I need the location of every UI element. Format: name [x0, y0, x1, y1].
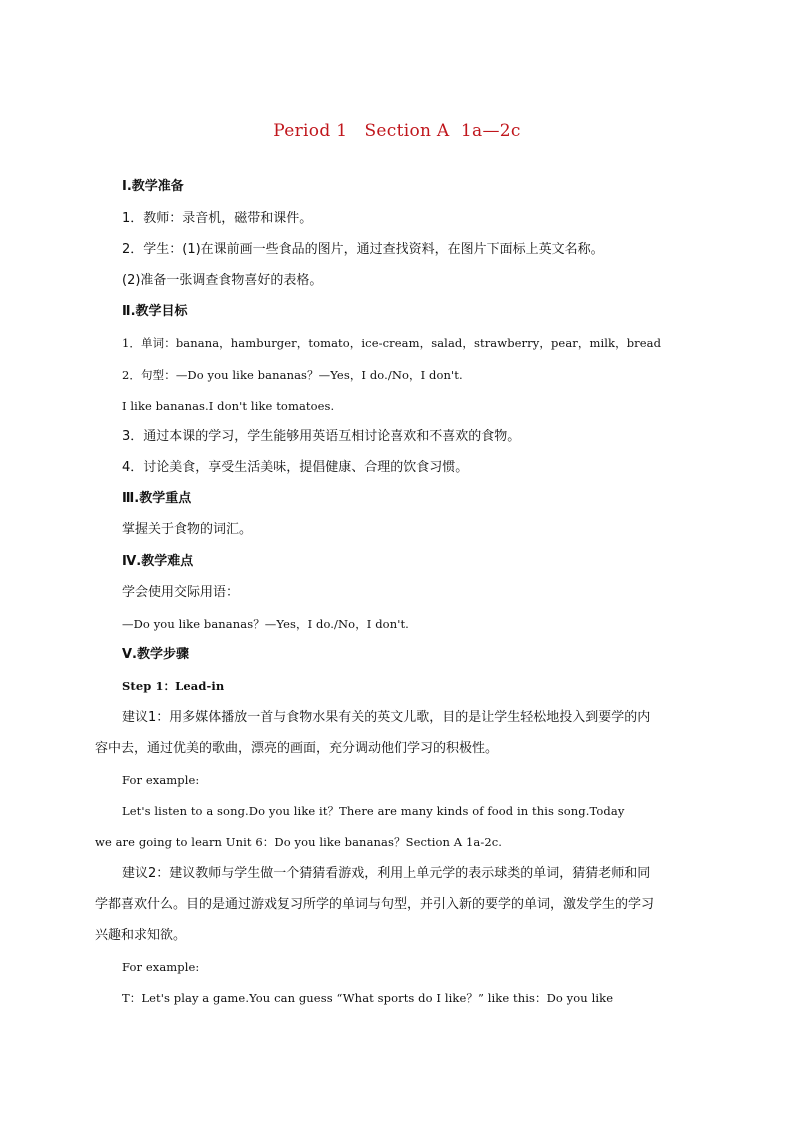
paragraph-line: For example:: [122, 773, 200, 787]
paragraph-line: 3．通过本课的学习，学生能够用英语互相讨论喜欢和不喜欢的食物。: [122, 429, 521, 444]
paragraph-line: 学都喜欢什么。目的是通过游戏复习所学的单词与句型，并引入新的要学的单词，激发学生的学习: [95, 897, 655, 912]
paragraph-line: 掌握关于食物的词汇。: [122, 522, 253, 537]
heading-key-points: Ⅲ.教学重点: [122, 491, 192, 506]
paragraph-line: (2)准备一张调查食物喜好的表格。: [122, 273, 323, 288]
paragraph-line: I like bananas.I don't like tomatoes.: [122, 399, 335, 413]
paragraph-line: 1．单词：banana，hamburger，tomato，ice-cream，salad，strawberry，pear，milk，bread: [122, 336, 662, 350]
heading-difficulties: Ⅳ.教学难点: [122, 554, 194, 569]
heading-steps: Ⅴ.教学步骤: [122, 647, 189, 662]
paragraph-line: 建议2：建议教师与学生做一个猜猜看游戏，利用上单元学的表示球类的单词，猜猜老师和同: [122, 866, 651, 881]
paragraph-line: —Do you like bananas？—Yes，I do./No，I don't.: [122, 617, 409, 631]
heading-objectives: Ⅱ.教学目标: [122, 304, 188, 319]
paragraph-line: 2．句型：—Do you like bananas？—Yes，I do./No，I don't.: [122, 368, 463, 382]
paragraph-line: 建议1：用多媒体播放一首与食物水果有关的英文儿歌，目的是让学生轻松地投入到要学的内: [122, 710, 651, 725]
page-title: Period 1 Section A 1a—2c: [273, 121, 521, 141]
heading-preparation: Ⅰ.教学准备: [122, 179, 184, 194]
paragraph-line: Let's listen to a song.Do you like it？There are many kinds of food in this song.Today: [122, 804, 625, 818]
paragraph-line: 1．教师：录音机，磁带和课件。: [122, 211, 313, 226]
paragraph-line: T：Let's play a game.You can guess “What sports do I like？” like this：Do you like: [122, 991, 614, 1005]
paragraph-line: 兴趣和求知欲。: [95, 928, 187, 943]
paragraph-line: 容中去，通过优美的歌曲，漂亮的画面，充分调动他们学习的积极性。: [95, 741, 499, 756]
paragraph-line: For example:: [122, 960, 200, 974]
paragraph-line: we are going to learn Unit 6：Do you like bananas？Section A 1a-2c.: [95, 835, 503, 849]
paragraph-line: 学会使用交际用语：: [122, 585, 240, 600]
step-heading: Step 1：Lead-in: [122, 679, 225, 693]
paragraph-line: 2．学生：(1)在课前画一些食品的图片，通过查找资料，在图片下面标上英文名称。: [122, 242, 604, 257]
paragraph-line: 4．讨论美食，享受生活美味，提倡健康、合理的饮食习惯。: [122, 460, 469, 475]
